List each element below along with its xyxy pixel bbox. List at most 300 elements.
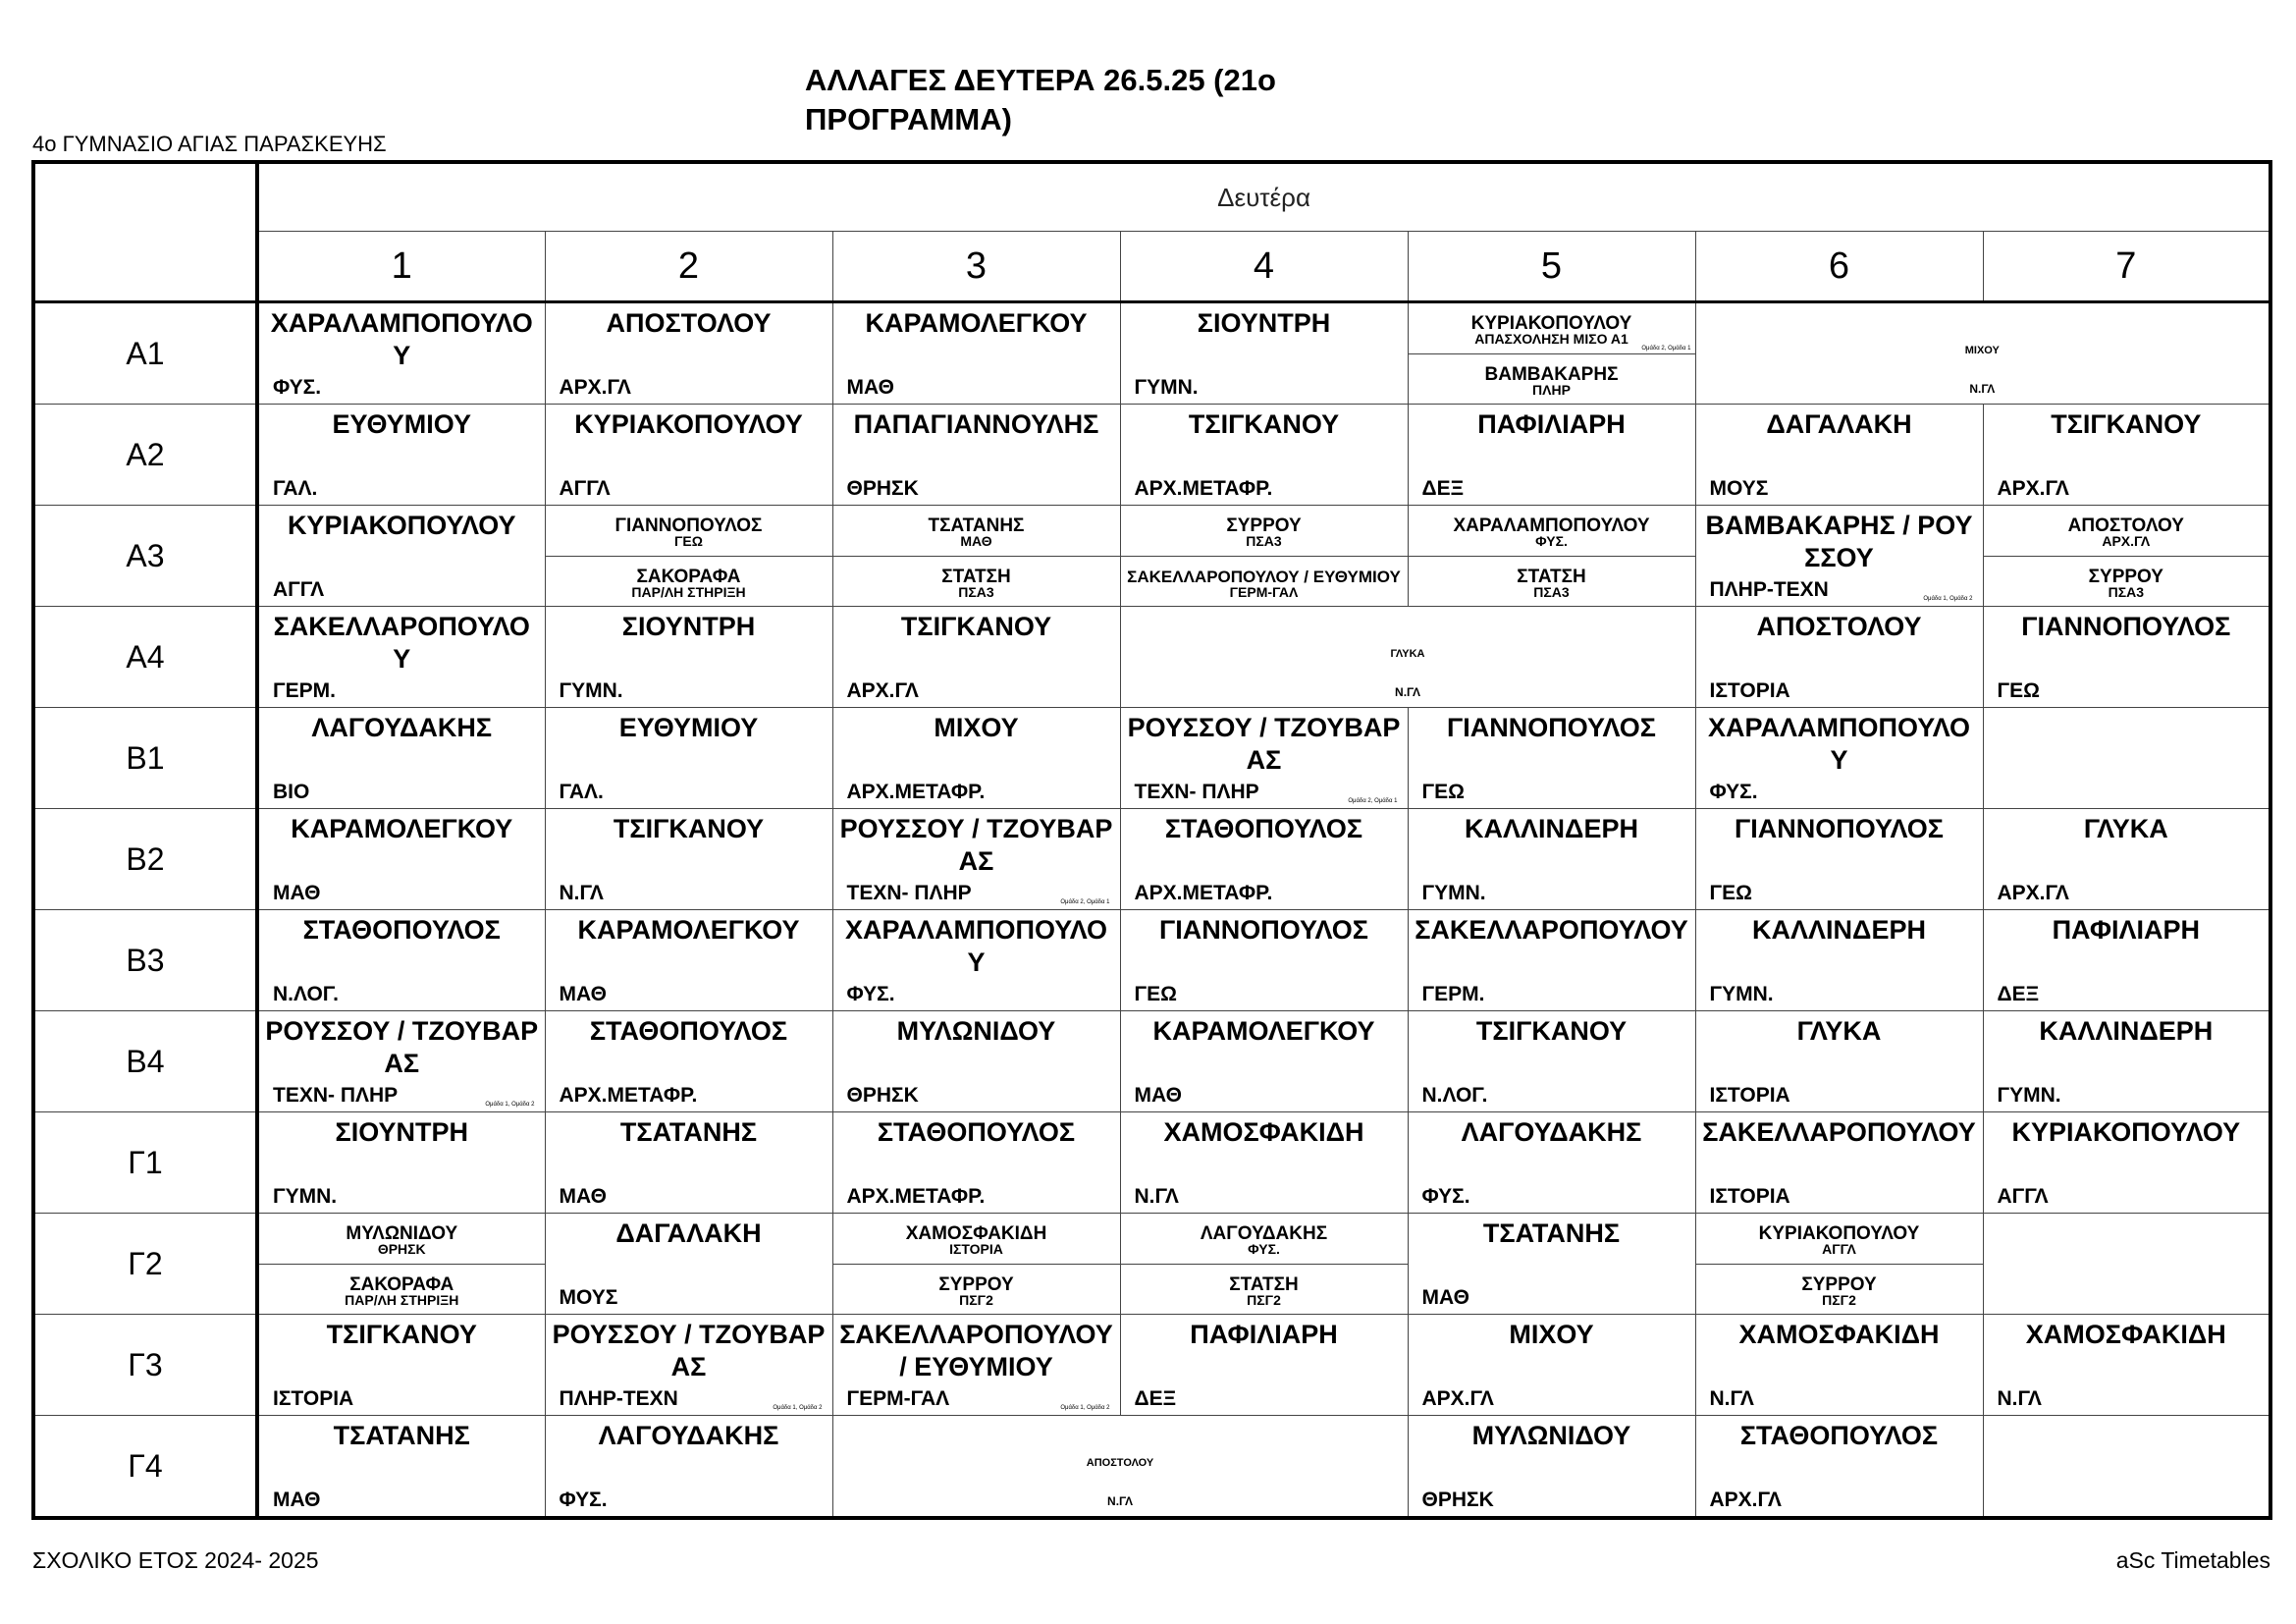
- subject-name: ΜΑΘ: [273, 1489, 321, 1511]
- split-lesson-cell: [1120, 506, 1408, 607]
- teacher-name: ΣΥΡΡΟΥ: [1226, 515, 1302, 536]
- class-label: Β1: [33, 708, 257, 809]
- teacher-name: ΧΑΡΑΛΑΜΠΟΠΟΥΛΟΥ: [844, 915, 1108, 977]
- subject-name: ΔΕΞ: [1421, 477, 1465, 500]
- school-year-footer: ΣΧΟΛΙΚΟ ΕΤΟΣ 2024- 2025: [32, 1547, 319, 1573]
- subject-name: ΑΡΧ.ΓΛ: [846, 679, 919, 702]
- subject-name: Ν.ΓΛ: [1709, 1387, 1754, 1410]
- subject-name: ΘΡΗΣΚ: [1421, 1489, 1494, 1511]
- teacher-name: [1984, 708, 2269, 712]
- teacher-name: ΕΥΘΥΜΙΟΥ: [332, 409, 471, 439]
- lesson-cell: [1120, 1315, 1408, 1416]
- class-label: Α4: [33, 607, 257, 708]
- teacher-name: ΤΣΙΓΚΑΝΟΥ: [326, 1320, 477, 1349]
- subject-name: ΦΥΣ.: [1535, 533, 1568, 549]
- teacher-name: ΠΑΦΙΛΙΑΡΗ: [1190, 1320, 1338, 1349]
- teacher-name: ΣΤΑΘΟΠΟΥΛΟΣ: [589, 1016, 788, 1046]
- period-header-1: 1: [257, 232, 545, 302]
- teacher-name: ΛΑΓΟΥΔΑΚΗΣ: [598, 1421, 779, 1450]
- subject-name: ΑΡΧ.ΜΕΤΑΦΡ.: [846, 781, 986, 803]
- lesson-cell: [545, 1011, 832, 1112]
- subject-name: ΠΣΑ3: [1533, 583, 1570, 600]
- lesson-cell: [1408, 405, 1695, 506]
- lesson-cell: [1408, 910, 1695, 1011]
- teacher-name: ΚΥΡΙΑΚΟΠΟΥΛΟΥ: [1470, 313, 1632, 334]
- teacher-name: ΣΥΡΡΟΥ: [2088, 566, 2163, 587]
- group-note: Ομάδα 2, Ομάδα 1: [1348, 798, 1398, 804]
- teacher-name: ΣΥΡΡΟΥ: [938, 1273, 1014, 1295]
- subject-name: ΠΑΡ/ΛΗ ΣΤΗΡΙΞΗ: [345, 1291, 459, 1308]
- subject-name: ΔΕΞ: [1997, 983, 2040, 1005]
- subject-name: ΦΥΣ.: [1421, 1185, 1470, 1208]
- subject-name: ΓΕΡΜ.: [273, 679, 336, 702]
- class-row: [33, 607, 2270, 708]
- empty-cell: [1983, 1416, 2270, 1519]
- teacher-name: ΛΑΓΟΥΔΑΚΗΣ: [1200, 1223, 1328, 1244]
- class-label: Β4: [33, 1011, 257, 1112]
- subject-name: ΜΟΥΣ: [1709, 477, 1769, 500]
- subject-name: ΠΣΑ3: [1246, 533, 1282, 549]
- page-title: [805, 61, 1492, 139]
- subject-name: ΑΡΧ.ΓΛ: [1709, 1489, 1782, 1511]
- split-lesson-cell: [1695, 1214, 1983, 1315]
- teacher-name: ΤΣΑΤΑΝΗΣ: [619, 1117, 758, 1147]
- class-label: Α2: [33, 405, 257, 506]
- lesson-cell: [1120, 708, 1408, 809]
- subject-name: ΦΥΣ.: [1248, 1241, 1280, 1257]
- lesson-cell: [1983, 910, 2270, 1011]
- subject-name: Ν.ΓΛ: [1969, 382, 1996, 396]
- period-header-4: 4: [1120, 232, 1408, 302]
- class-label: Α1: [33, 302, 257, 405]
- subject-name: ΑΡΧ.ΓΛ: [1421, 1387, 1494, 1410]
- teacher-name: ΓΙΑΝΝΟΠΟΥΛΟΣ: [614, 515, 763, 536]
- subject-name: ΘΡΗΣΚ: [846, 477, 919, 500]
- teacher-name: ΓΛΥΚΑ: [1796, 1016, 1882, 1046]
- class-row: [33, 405, 2270, 506]
- subject-name: ΙΣΤΟΡΙΑ: [1709, 1185, 1790, 1208]
- subject-name: Ν.ΛΟΓ.: [273, 983, 339, 1005]
- subject-name: ΓΕΩ: [1421, 781, 1465, 803]
- lesson-cell: [1695, 1112, 1983, 1214]
- class-row: [33, 1214, 2270, 1315]
- teacher-name: ΚΑΛΛΙΝΔΕΡΗ: [1752, 915, 1926, 945]
- subject-name: ΓΥΜΝ.: [1134, 376, 1199, 399]
- lesson-cell: [1695, 809, 1983, 910]
- class-label: Β2: [33, 809, 257, 910]
- teacher-name: ΚΥΡΙΑΚΟΠΟΥΛΟΥ: [1758, 1223, 1920, 1244]
- lesson-cell: [257, 506, 545, 607]
- subject-name: ΓΥΜΝ.: [1709, 983, 1774, 1005]
- lesson-cell: [545, 405, 832, 506]
- class-row: [33, 708, 2270, 809]
- group-note: Ομάδα 2, Ομάδα 1: [1060, 899, 1110, 905]
- teacher-name: ΛΑΓΟΥΔΑΚΗΣ: [311, 713, 493, 742]
- teacher-name: ΚΥΡΙΑΚΟΠΟΥΛΟΥ: [2011, 1117, 2241, 1147]
- lesson-cell: [545, 607, 832, 708]
- teacher-name: ΚΑΡΑΜΟΛΕΓΚΟΥ: [1152, 1016, 1375, 1046]
- teacher-name: ΣΑΚΕΛΛΑΡΟΠΟΥΛΟΥ / ΕΥΘΥΜΙΟΥ: [1127, 567, 1401, 586]
- teacher-name: ΣΑΚΕΛΛΑΡΟΠΟΥΛΟΥ: [1702, 1117, 1976, 1147]
- subject-name: ΑΓΓΛ: [1822, 1241, 1856, 1257]
- lesson-cell: [257, 1011, 545, 1112]
- teacher-name: ΤΣΑΤΑΝΗΣ: [928, 515, 1025, 536]
- subject-name: ΑΡΧ.ΜΕΤΑΦΡ.: [1134, 882, 1273, 904]
- merged-lesson-cell: [832, 1416, 1408, 1519]
- subject-name: ΠΛΗΡ: [1532, 381, 1571, 398]
- subject-name: ΓΕΩ: [674, 533, 703, 549]
- lesson-cell: [257, 1112, 545, 1214]
- lesson-cell: [1983, 405, 2270, 506]
- teacher-name: ΧΑΜΟΣΦΑΚΙΔΗ: [1738, 1320, 1940, 1349]
- teacher-name: ΤΣΙΓΚΑΝΟΥ: [613, 814, 765, 843]
- lesson-cell: [1120, 405, 1408, 506]
- subject-name: ΤΕΧΝ- ΠΛΗΡ: [1134, 781, 1259, 803]
- lesson-cell: [257, 302, 545, 405]
- teacher-name: ΜΙΧΟΥ: [1509, 1320, 1594, 1349]
- subject-name: ΑΓΓΛ: [273, 578, 325, 601]
- subject-name: ΜΑΘ: [559, 983, 607, 1005]
- teacher-name: ΣΑΚΟΡΑΦΑ: [349, 1273, 454, 1295]
- subject-name: ΓΥΜΝ.: [1421, 882, 1486, 904]
- subject-name: ΘΡΗΣΚ: [377, 1241, 426, 1257]
- subject-name: ΙΣΤΟΡΙΑ: [273, 1387, 354, 1410]
- lesson-cell: [545, 708, 832, 809]
- lesson-cell: [1120, 910, 1408, 1011]
- teacher-name: ΑΠΟΣΤΟΛΟΥ: [606, 308, 772, 338]
- title-line-1: ΑΛΛΑΓΕΣ ΔΕΥΤΕΡΑ 26.5.25 (21ο: [805, 63, 1276, 97]
- teacher-name: ΚΑΡΑΜΟΛΕΓΚΟΥ: [291, 814, 513, 843]
- merged-lesson-cell: [1120, 607, 1695, 708]
- teacher-name: ΤΣΑΤΑΝΗΣ: [1482, 1218, 1621, 1248]
- subject-name: ΓΕΡΜ.: [1421, 983, 1485, 1005]
- empty-cell: [1983, 708, 2270, 809]
- subject-name: ΦΥΣ.: [1709, 781, 1758, 803]
- teacher-name: ΜΥΛΩΝΙΔΟΥ: [896, 1016, 1056, 1046]
- lesson-cell: [832, 405, 1120, 506]
- period-header-5: 5: [1408, 232, 1695, 302]
- subject-name: ΠΛΗΡ-ΤΕΧΝ: [1709, 578, 1829, 601]
- class-row: [33, 1315, 2270, 1416]
- merged-lesson-cell: [1695, 302, 2270, 405]
- teacher-name: ΕΥΘΥΜΙΟΥ: [618, 713, 759, 742]
- subject-name: ΜΑΘ: [1134, 1084, 1182, 1107]
- lesson-cell: [832, 1011, 1120, 1112]
- lesson-cell: [1120, 1112, 1408, 1214]
- teacher-name: ΠΑΦΙΛΙΑΡΗ: [1477, 409, 1626, 439]
- title-line-2: ΠΡΟΓΡΑΜΜΑ): [805, 102, 1012, 136]
- period-header-3: 3: [832, 232, 1120, 302]
- subject-name: ΓΕΩ: [1709, 882, 1752, 904]
- lesson-cell: [257, 405, 545, 506]
- lesson-cell: [1695, 506, 1983, 607]
- lesson-cell: [545, 1315, 832, 1416]
- subject-name: ΔΕΞ: [1134, 1387, 1177, 1410]
- lesson-cell: [1695, 1416, 1983, 1519]
- class-row: [33, 1011, 2270, 1112]
- subject-name: ΤΕΧΝ- ΠΛΗΡ: [273, 1084, 399, 1107]
- teacher-name: ΧΑΡΑΛΑΜΠΟΠΟΥΛΟΥ: [1707, 713, 1971, 775]
- subject-name: ΓΑΛ.: [273, 477, 318, 500]
- subject-name: ΑΡΧ.ΜΕΤΑΦΡ.: [846, 1185, 986, 1208]
- subject-name: ΓΑΛ.: [559, 781, 604, 803]
- lesson-cell: [832, 708, 1120, 809]
- teacher-name: ΣΙΟΥΝΤΡΗ: [335, 1117, 468, 1147]
- subject-name: ΙΣΤΟΡΙΑ: [1709, 679, 1790, 702]
- teacher-name: ΚΑΡΑΜΟΛΕΓΚΟΥ: [577, 915, 800, 945]
- subject-name: ΓΥΜΝ.: [273, 1185, 338, 1208]
- split-lesson-cell: [1408, 302, 1695, 405]
- lesson-cell: [1695, 910, 1983, 1011]
- teacher-name: ΒΑΜΒΑΚΑΡΗΣ: [1484, 363, 1619, 385]
- teacher-name: ΠΑΦΙΛΙΑΡΗ: [2052, 915, 2201, 945]
- subject-name: Ν.ΓΛ: [1997, 1387, 2042, 1410]
- class-label: Α3: [33, 506, 257, 607]
- subject-name: ΜΑΘ: [1421, 1286, 1469, 1309]
- subject-name: ΑΡΧ.ΜΕΤΑΦΡ.: [559, 1084, 698, 1107]
- school-name: 4ο ΓΥΜΝΑΣΙΟ ΑΓΙΑΣ ΠΑΡΑΣΚΕΥΗΣ: [32, 132, 387, 156]
- teacher-name: ΣΤΑΘΟΠΟΥΛΟΣ: [302, 915, 501, 945]
- class-row: [33, 1416, 2270, 1519]
- subject-name: ΠΣΓ2: [1247, 1291, 1281, 1308]
- lesson-cell: [1695, 708, 1983, 809]
- lesson-cell: [545, 1416, 832, 1519]
- lesson-cell: [257, 708, 545, 809]
- day-header: Δευτέρα: [257, 162, 2270, 232]
- teacher-name: ΣΤΑΤΣΗ: [1517, 566, 1586, 587]
- teacher-name: ΑΠΟΣΤΟΛΟΥ: [2067, 515, 2184, 536]
- subject-name: ΦΥΣ.: [559, 1489, 608, 1511]
- teacher-name: [1984, 1214, 2269, 1218]
- lesson-cell: [1408, 1315, 1695, 1416]
- teacher-name: ΣΑΚΕΛΛΑΡΟΠΟΥΛΟΥ: [1415, 915, 1688, 945]
- split-lesson-cell: [545, 506, 832, 607]
- lesson-cell: [832, 1112, 1120, 1214]
- subject-name: ΑΓΓΛ: [559, 477, 611, 500]
- teacher-name: ΓΙΑΝΝΟΠΟΥΛΟΣ: [1446, 713, 1657, 742]
- teacher-name: ΧΑΜΟΣΦΑΚΙΔΗ: [1163, 1117, 1364, 1147]
- teacher-name: ΤΣΙΓΚΑΝΟΥ: [1475, 1016, 1628, 1046]
- teacher-name: ΣΑΚΕΛΛΑΡΟΠΟΥΛΟΥ: [273, 612, 530, 674]
- period-header-6: 6: [1695, 232, 1983, 302]
- teacher-name: ΤΣΙΓΚΑΝΟΥ: [900, 612, 1052, 641]
- subject-name: ΑΡΧ.ΓΛ: [1997, 882, 2069, 904]
- group-note: Ομάδα 2, Ομάδα 1: [1641, 345, 1691, 352]
- subject-name: Ν.ΓΛ: [1395, 685, 1420, 699]
- lesson-cell: [1983, 1112, 2270, 1214]
- lesson-cell: [545, 910, 832, 1011]
- teacher-name: ΣΥΡΡΟΥ: [1801, 1273, 1877, 1295]
- lesson-cell: [1408, 708, 1695, 809]
- class-label: Γ3: [33, 1315, 257, 1416]
- lesson-cell: [1408, 1214, 1695, 1315]
- teacher-name: ΜΙΧΟΥ: [1964, 345, 2000, 356]
- lesson-cell: [1408, 1011, 1695, 1112]
- class-label: Γ2: [33, 1214, 257, 1315]
- teacher-name: ΓΙΑΝΝΟΠΟΥΛΟΣ: [1734, 814, 1945, 843]
- lesson-cell: [545, 1112, 832, 1214]
- lesson-cell: [1983, 1011, 2270, 1112]
- subject-name: ΠΣΑ3: [958, 583, 994, 600]
- lesson-cell: [257, 1416, 545, 1519]
- timetable: [31, 160, 2272, 1520]
- subject-name: ΠΛΗΡ-ΤΕΧΝ: [559, 1387, 678, 1410]
- lesson-cell: [257, 809, 545, 910]
- teacher-name: ΓΙΑΝΝΟΠΟΥΛΟΣ: [2021, 612, 2231, 641]
- subject-name: ΠΣΓ2: [1822, 1291, 1856, 1308]
- subject-name: ΓΕΩ: [1997, 679, 2040, 702]
- teacher-name: ΤΣΑΤΑΝΗΣ: [333, 1421, 470, 1450]
- group-note: Ομάδα 1, Ομάδα 2: [1923, 596, 1973, 602]
- subject-name: Ν.ΓΛ: [559, 882, 604, 904]
- class-row: [33, 302, 2270, 405]
- software-credit-footer: aSc Timetables: [2115, 1547, 2270, 1573]
- class-row: [33, 506, 2270, 607]
- teacher-name: ΜΥΛΩΝΙΔΟΥ: [1471, 1421, 1631, 1450]
- subject-name: Ν.ΓΛ: [1107, 1494, 1133, 1508]
- teacher-name: ΣΤΑΘΟΠΟΥΛΟΣ: [1164, 814, 1363, 843]
- lesson-cell: [832, 1315, 1120, 1416]
- teacher-name: ΤΣΙΓΚΑΝΟΥ: [1188, 409, 1340, 439]
- teacher-name: [1984, 1416, 2269, 1420]
- teacher-name: ΣΙΟΥΝΤΡΗ: [621, 612, 756, 641]
- teacher-name: ΛΑΓΟΥΔΑΚΗΣ: [1461, 1117, 1642, 1147]
- lesson-cell: [1408, 1416, 1695, 1519]
- teacher-name: ΣΑΚΕΛΛΑΡΟΠΟΥΛΟΥ / ΕΥΘΥΜΙΟΥ: [839, 1320, 1113, 1381]
- group-note: Ομάδα 1, Ομάδα 2: [1060, 1405, 1110, 1411]
- subject-name: Ν.ΓΛ: [1134, 1185, 1179, 1208]
- lesson-cell: [545, 1214, 832, 1315]
- teacher-name: ΚΥΡΙΑΚΟΠΟΥΛΟΥ: [287, 511, 516, 540]
- lesson-cell: [832, 302, 1120, 405]
- subject-name: ΓΥΜΝ.: [559, 679, 623, 702]
- lesson-cell: [1120, 302, 1408, 405]
- lesson-cell: [1408, 1112, 1695, 1214]
- period-header-2: 2: [545, 232, 832, 302]
- corner-cell: [33, 162, 257, 302]
- teacher-name: ΡΟΥΣΣΟΥ / ΤΖΟΥΒΑΡΑΣ: [1127, 713, 1401, 775]
- lesson-cell: [1695, 405, 1983, 506]
- lesson-cell: [545, 302, 832, 405]
- group-note: Ομάδα 1, Ομάδα 2: [485, 1102, 535, 1108]
- split-lesson-cell: [1120, 1214, 1408, 1315]
- teacher-name: ΧΑΡΑΛΑΜΠΟΠΟΥΛΟΥ: [270, 308, 533, 370]
- subject-name: ΓΥΜΝ.: [1997, 1084, 2061, 1107]
- lesson-cell: [1983, 607, 2270, 708]
- subject-name: ΜΑΘ: [960, 533, 992, 549]
- lesson-cell: [1983, 809, 2270, 910]
- subject-name: ΘΡΗΣΚ: [846, 1084, 919, 1107]
- empty-cell: [1983, 1214, 2270, 1315]
- teacher-name: ΡΟΥΣΣΟΥ / ΤΖΟΥΒΑΡΑΣ: [552, 1320, 826, 1381]
- teacher-name: ΧΑΜΟΣΦΑΚΙΔΗ: [2025, 1320, 2226, 1349]
- class-row: [33, 1112, 2270, 1214]
- lesson-cell: [257, 607, 545, 708]
- subject-name: ΠΣΓ2: [959, 1291, 993, 1308]
- teacher-name: ΓΙΑΝΝΟΠΟΥΛΟΣ: [1158, 915, 1369, 945]
- period-header-7: 7: [1983, 232, 2270, 302]
- teacher-name: ΜΙΧΟΥ: [934, 713, 1019, 742]
- subject-name: ΠΣΑ3: [2108, 583, 2144, 600]
- lesson-cell: [1695, 607, 1983, 708]
- teacher-name: ΜΥΛΩΝΙΔΟΥ: [346, 1223, 458, 1244]
- split-lesson-cell: [1408, 506, 1695, 607]
- lesson-cell: [832, 910, 1120, 1011]
- class-row: [33, 809, 2270, 910]
- subject-name: ΒΙΟ: [273, 781, 310, 803]
- teacher-name: ΒΑΜΒΑΚΑΡΗΣ / ΡΟΥΣΣΟΥ: [1705, 511, 1973, 572]
- subject-name: ΓΕΡΜ-ΓΑΛ: [846, 1387, 950, 1410]
- lesson-cell: [1695, 1315, 1983, 1416]
- teacher-name: ΠΑΠΑΓΙΑΝΝΟΥΛΗΣ: [853, 409, 1099, 439]
- teacher-name: ΔΑΓΑΛΑΚΗ: [615, 1218, 762, 1248]
- split-lesson-cell: [832, 506, 1120, 607]
- class-row: [33, 910, 2270, 1011]
- lesson-cell: [545, 809, 832, 910]
- teacher-name: ΣΑΚΟΡΑΦΑ: [636, 566, 741, 587]
- lesson-cell: [1695, 1011, 1983, 1112]
- teacher-name: ΓΛΥΚΑ: [2083, 814, 2168, 843]
- lesson-cell: [1120, 809, 1408, 910]
- teacher-name: ΡΟΥΣΣΟΥ / ΤΖΟΥΒΑΡΑΣ: [839, 814, 1113, 876]
- teacher-name: ΧΑΜΟΣΦΑΚΙΔΗ: [905, 1223, 1047, 1244]
- teacher-name: ΣΙΟΥΝΤΡΗ: [1197, 308, 1331, 338]
- lesson-cell: [832, 607, 1120, 708]
- teacher-name: ΣΤΑΘΟΠΟΥΛΟΣ: [877, 1117, 1076, 1147]
- teacher-name: ΣΤΑΤΣΗ: [941, 566, 1011, 587]
- subject-name: ΦΥΣ.: [846, 983, 895, 1005]
- teacher-name: ΑΠΟΣΤΟΛΟΥ: [1086, 1457, 1154, 1469]
- subject-name: ΑΡΧ.ΓΛ: [1997, 477, 2069, 500]
- teacher-name: ΣΤΑΤΣΗ: [1229, 1273, 1299, 1295]
- subject-name: ΠΑΡ/ΛΗ ΣΤΗΡΙΞΗ: [631, 583, 746, 600]
- subject-name: ΜΑΘ: [273, 882, 321, 904]
- subject-name: ΙΣΤΟΡΙΑ: [949, 1241, 1003, 1257]
- teacher-name: ΧΑΡΑΛΑΜΠΟΠΟΥΛΟΥ: [1453, 515, 1650, 536]
- group-note: Ομάδα 1, Ομάδα 2: [773, 1405, 823, 1411]
- teacher-name: ΣΤΑΘΟΠΟΥΛΟΣ: [1739, 1421, 1939, 1450]
- teacher-name: ΓΛΥΚΑ: [1390, 648, 1425, 660]
- lesson-cell: [1983, 1315, 2270, 1416]
- teacher-name: ΤΣΙΓΚΑΝΟΥ: [2051, 409, 2202, 439]
- subject-name: ΑΡΧ.ΓΛ: [2102, 533, 2151, 549]
- teacher-name: ΚΑΛΛΙΝΔΕΡΗ: [1465, 814, 1638, 843]
- lesson-cell: [1408, 809, 1695, 910]
- lesson-cell: [1120, 1011, 1408, 1112]
- split-lesson-cell: [832, 1214, 1120, 1315]
- teacher-name: ΚΑΛΛΙΝΔΕΡΗ: [2039, 1016, 2214, 1046]
- subject-name: ΙΣΤΟΡΙΑ: [1709, 1084, 1790, 1107]
- lesson-cell: [257, 910, 545, 1011]
- teacher-name: ΑΠΟΣΤΟΛΟΥ: [1756, 612, 1922, 641]
- lesson-cell: [257, 1315, 545, 1416]
- split-lesson-cell: [257, 1214, 545, 1315]
- teacher-name: ΚΑΡΑΜΟΛΕΓΚΟΥ: [865, 308, 1088, 338]
- lesson-cell: [832, 809, 1120, 910]
- teacher-name: ΡΟΥΣΣΟΥ / ΤΖΟΥΒΑΡΑΣ: [265, 1016, 539, 1078]
- subject-name: ΑΓΓΛ: [1997, 1185, 2049, 1208]
- subject-name: ΑΡΧ.ΜΕΤΑΦΡ.: [1134, 477, 1273, 500]
- subject-name: Ν.ΛΟΓ.: [1421, 1084, 1488, 1107]
- subject-name: ΜΟΥΣ: [559, 1286, 618, 1309]
- subject-name: ΜΑΘ: [559, 1185, 607, 1208]
- subject-name: ΓΕΡΜ-ΓΑΛ: [1229, 583, 1299, 600]
- subject-name: ΤΕΧΝ- ΠΛΗΡ: [846, 882, 972, 904]
- subject-name: ΓΕΩ: [1134, 983, 1177, 1005]
- class-label: Γ1: [33, 1112, 257, 1214]
- class-label: Β3: [33, 910, 257, 1011]
- subject-name: ΑΡΧ.ΓΛ: [559, 376, 631, 399]
